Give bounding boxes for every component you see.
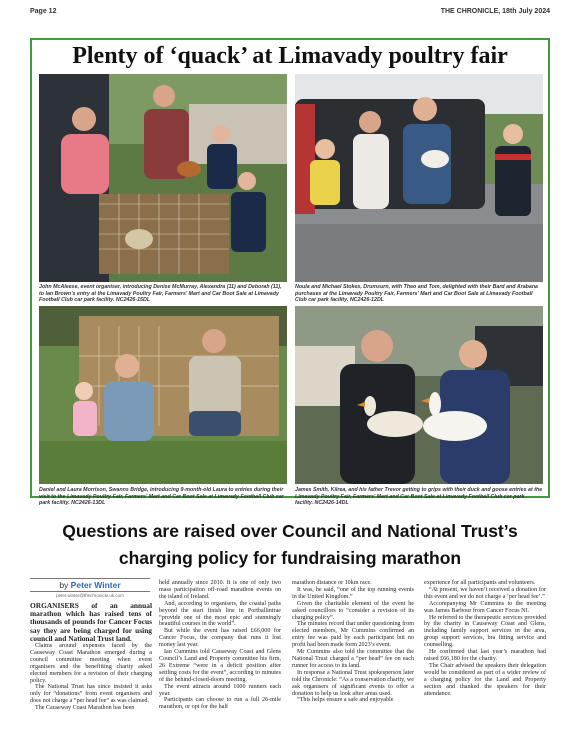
article-paragraph: Participants can choose to run a full 26-mile marathon, or opt for the half	[159, 697, 281, 711]
author-email[interactable]: peter.winter@thechronicle.uk.com	[56, 593, 124, 598]
article-paragraph: “At present, we haven’t received a donation for this event and we do not charge a ‘per head fee’.”	[424, 586, 546, 600]
author-line	[30, 578, 150, 592]
article-paragraph: Given the charitable element of the event he asked councillors to “consider a revision of its charging policy”.	[292, 600, 414, 621]
photo-caption: Noula and Michael Stokes, Drumsurn, with Theo and Tom, delighted with their Bard and Arabana purchases at the Limavady Poultry Fair, Farmers’ Mart and Car Boot Sale at Limavady Football Club car park facility. NC2426-12DL	[295, 284, 538, 304]
article-paragraph: He confirmed that last year’s marathon had raised £66,180 for the charity.	[424, 649, 546, 662]
photo-caption: Daniel and Laura Morrison, Swanns Bridge, introducing 9-month-old Laura to entries during their visit to the Limavady Poultry Fair, Farmers’ Mart and Car Boot Sale at Limavady Football Club car park facility. NC2426-13DL	[39, 487, 284, 507]
article-lead: ORGANISERS of an annual marathon which has raised tens of thousands of pounds for Cancer Focus say they are being charged for using council and National Trust land.	[30, 601, 152, 643]
page-number: Page 12	[30, 8, 57, 15]
photo-poultry-cage	[39, 74, 287, 282]
article-paragraph: And, according to organisers, the coastal paths beyond the start finish line in Portballintrae “provide one of the most epic and stunningly beautiful courses in the world”.	[159, 600, 281, 628]
publication-date: THE CHRONICLE, 18th July 2024	[440, 8, 550, 15]
article-paragraph: Mr Cummins also told the committee that the National Trust charged a “per head” fee on each runner for access to its land.	[292, 649, 414, 669]
article-paragraph: He referred to the therapeutic services provided by the charity in Causeway Coast and Glens, including family support services in the area, group support services, bra fitting service and counselling.	[424, 614, 546, 649]
article-column-4	[424, 580, 546, 697]
author-name: Peter Winter	[70, 580, 121, 590]
photo-duck-goose	[295, 306, 543, 484]
article-paragraph: The minutes record that under questioning from elected members, Mr Cummins confirmed an entry fee was paid by each participant but no profit had been made form 2023’s event.	[292, 621, 414, 649]
article-paragraph: Accompanying Mr Cummins to the meeting was James Barbour from Cancer Focus NI.	[424, 600, 546, 614]
article-paragraph: marathon distance or 10km race.	[292, 580, 372, 586]
photo-family-hen	[295, 74, 543, 282]
article-paragraph: It was, he said, “one of the top running events in the United Kingdom.”	[292, 586, 414, 600]
byline-by: by	[59, 580, 69, 590]
article-column-2	[159, 580, 281, 711]
photo-caption: John McAleese, event organiser, introducing Denise McMurray, Alexandra (11) and Deborah (11), to Ian Brown’s entry at the Limavady Poultry Fair, Farmers’ Mart and Car Boot Sale at Limavady Football Club car park facility. NC2426-15DL	[39, 284, 282, 304]
article-paragraph: “This helps ensure a safe and enjoyable	[297, 697, 394, 704]
byline	[30, 578, 150, 598]
article-paragraph: But while the event has raised £66,000 for Cancer Focus, the company that runs it lost money last year.	[159, 628, 281, 649]
article-paragraph: Ian Cummins told Causeway Coast and Glens Council’s Land and Property committee his firm, 26 Extreme “were in a deficit position after settling costs for the event”, according to minutes of the behind-closed-doors meeting.	[159, 649, 281, 683]
article-paragraph: The Causeway Coast Marathon has been	[35, 705, 135, 712]
photo-baby-hutch	[39, 306, 287, 484]
article-paragraph: The National Trust has since insisted it asks only for “donations” from event organisers and does not charge a “per head fee” as was claimed.	[30, 684, 152, 705]
photo-feature-box	[30, 38, 550, 507]
article-column-1	[30, 602, 152, 712]
article-paragraph: experience for all participants and volunteers.	[424, 580, 536, 586]
article-paragraph: held annually since 2010. It is one of only two mass participation off-road marathon events on the island of Ireland.	[159, 580, 281, 600]
feature-headline: Plenty of ‘quack’ at Limavady poultry fair	[72, 43, 508, 69]
article-paragraph: The event attracts around 1000 runners each year.	[159, 683, 281, 697]
photo-caption: James Smith, Kilrea, and his father Trevor getting to grips with their duck and goose entries at the Limavady Poultry Fair, Farmers’ Mart and Car Boot Sale at Limavady Football Club car park facility. NC2426-14DL	[295, 487, 543, 507]
story-headline: Questions are raised over Council and National Trust’s charging policy for fundraising marathon	[62, 521, 518, 568]
article-paragraph: The Chair advised the speakers their delegation would be considered as part of a wider review of a charging policy for the Land and Property section and thanked the speakers for their attendance.	[424, 662, 546, 697]
article-paragraph: In response a National Trust spokesperson later told the Chronicle: “As a conservation charity, we ask organisers of significant events to offer a donation to help us look after areas used.	[292, 669, 414, 697]
article-column-3	[292, 580, 414, 704]
page-header	[30, 6, 550, 20]
article-paragraph: Claims around expenses faced by the Causeway Coast Marathon emerged during a council committee meeting when event organisers and the benefitting charity asked elected members for a revision of their charging policy.	[30, 643, 152, 684]
